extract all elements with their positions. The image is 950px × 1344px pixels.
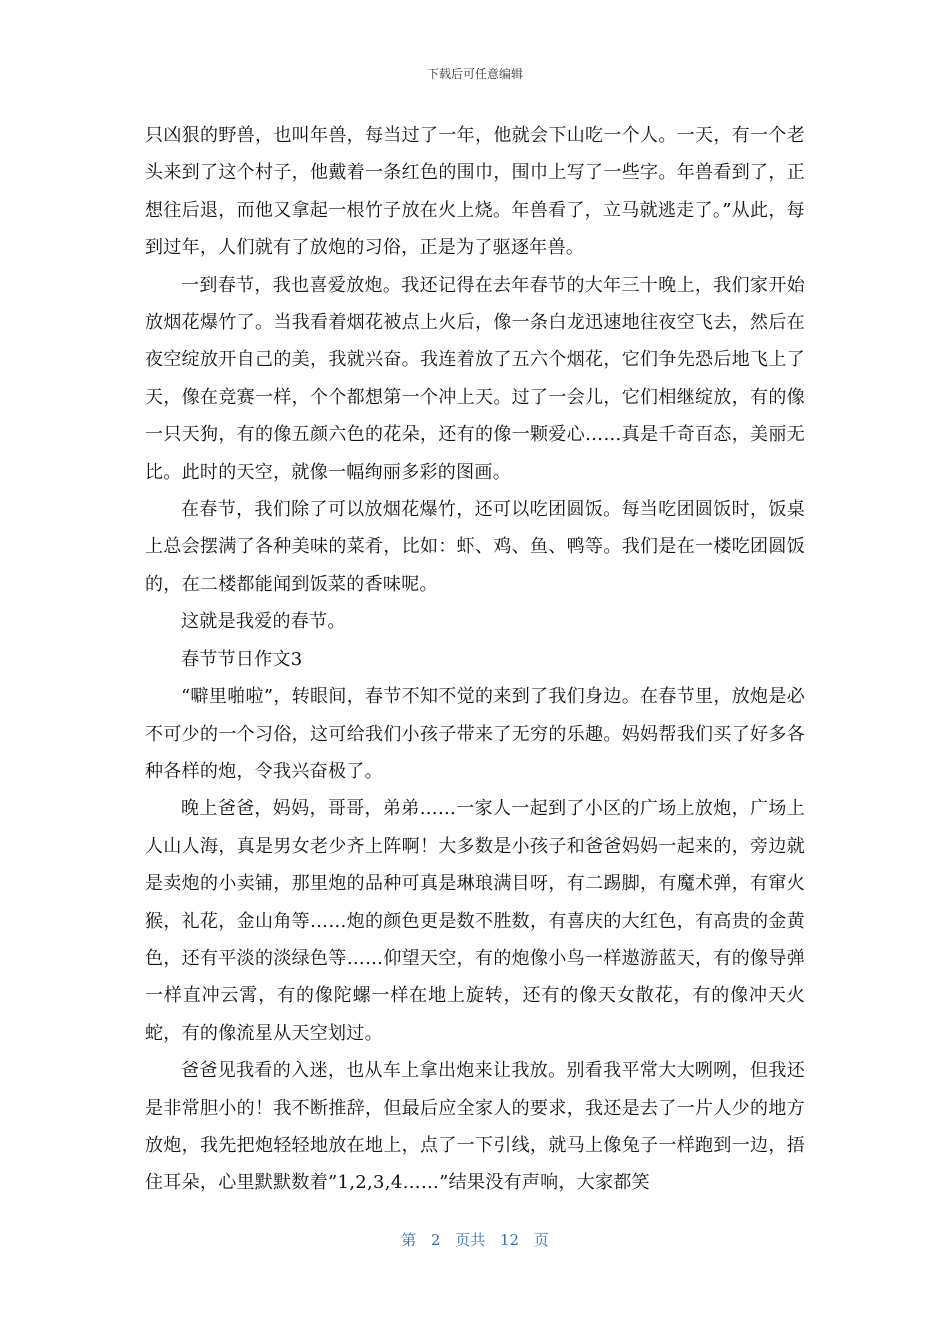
page-header: 下载后可任意编辑 (426, 67, 523, 81)
paragraph: 这就是我爱的春节。 (181, 611, 346, 633)
document-body (145, 117, 805, 1202)
paragraph: “噼里啪啦”，转眼间，春节不知不觉的来到了我们身边。在春节里，放炮是必不可少的一个习俗，这可给我们小孩子带来了无穷的乐趣。妈妈帮我们买了好多各种各样的炮，令我兴奋极了。 (145, 686, 805, 782)
section-title: 春节节日作文3 (181, 648, 303, 670)
paragraph: 一到春节，我也喜爱放炮。我还记得在去年春节的大年三十晚上，我们家开始放烟花爆竹了。当我看着烟花被点上火后，像一条白龙迅速地往夜空飞去，然后在夜空绽放开自己的美，我就兴奋。我连着放了五六个烟花，它们争先恐后地飞上了天，像在竞赛一样，个个都想第一个冲上天。过了一会儿，它们相继绽放，有的像一只天狗，有的像五颜六色的花朵，还有的像一颗爱心……真是千奇百态，美丽无比。此时的天空，就像一幅绚丽多彩的图画。 (145, 274, 805, 483)
paragraph: 在春节，我们除了可以放烟花爆竹，还可以吃团圆饭。每当吃团圆饭时，饭桌上总会摆满了各种美味的菜肴，比如：虾、鸡、鱼、鸭等。我们是在一楼吃团圆饭的，在二楼都能闻到饭菜的香味呢。 (145, 499, 805, 595)
paragraph: 爸爸见我看的入迷，也从车上拿出炮来让我放。别看我平常大大咧咧，但我还是非常胆小的！我不断推辞，但最后应全家人的要求，我还是去了一片人少的地方放炮，我先把炮轻轻地放在地上，点了一下引线，就马上像兔子一样跑到一边，捂住耳朵，心里默默数着”1,2,3,4……”结果没有声响，大家都笑 (145, 1060, 805, 1194)
paragraph-continuation: 只凶狠的野兽，也叫年兽，每当过了一年，他就会下山吃一个人。一天，有一个老头来到了这个村子，他戴着一条红色的围巾，围巾上写了一些字。年兽看到了，正想往后退，而他又拿起一根竹子放在火上烧。年兽看了，立马就逃走了。”从此，每到过年，人们就有了放炮的习俗，正是为了驱逐年兽。 (145, 125, 805, 259)
paragraph: 晚上爸爸，妈妈，哥哥，弟弟……一家人一起到了小区的广场上放炮，广场上人山人海，真是男女老少齐上阵啊！大多数是小孩子和爸爸妈妈一起来的，旁边就是卖炮的小卖铺，那里炮的品种可真是琳琅满目呀，有二踢脚，有魔术弹，有窜火猴，礼花，金山角等……炮的颜色更是数不胜数，有喜庆的大红色，有高贵的金黄色，还有平淡的淡绿色等……仰望天空，有的炮像小鸟一样遨游蓝天，有的像导弹一样直冲云霄，有的像陀螺一样在地上旋转，还有的像天女散花，有的像冲天火蛇，有的像流星从天空划过。 (145, 798, 805, 1044)
page-footer: 第 2 页共 12 页 (401, 1231, 549, 1249)
